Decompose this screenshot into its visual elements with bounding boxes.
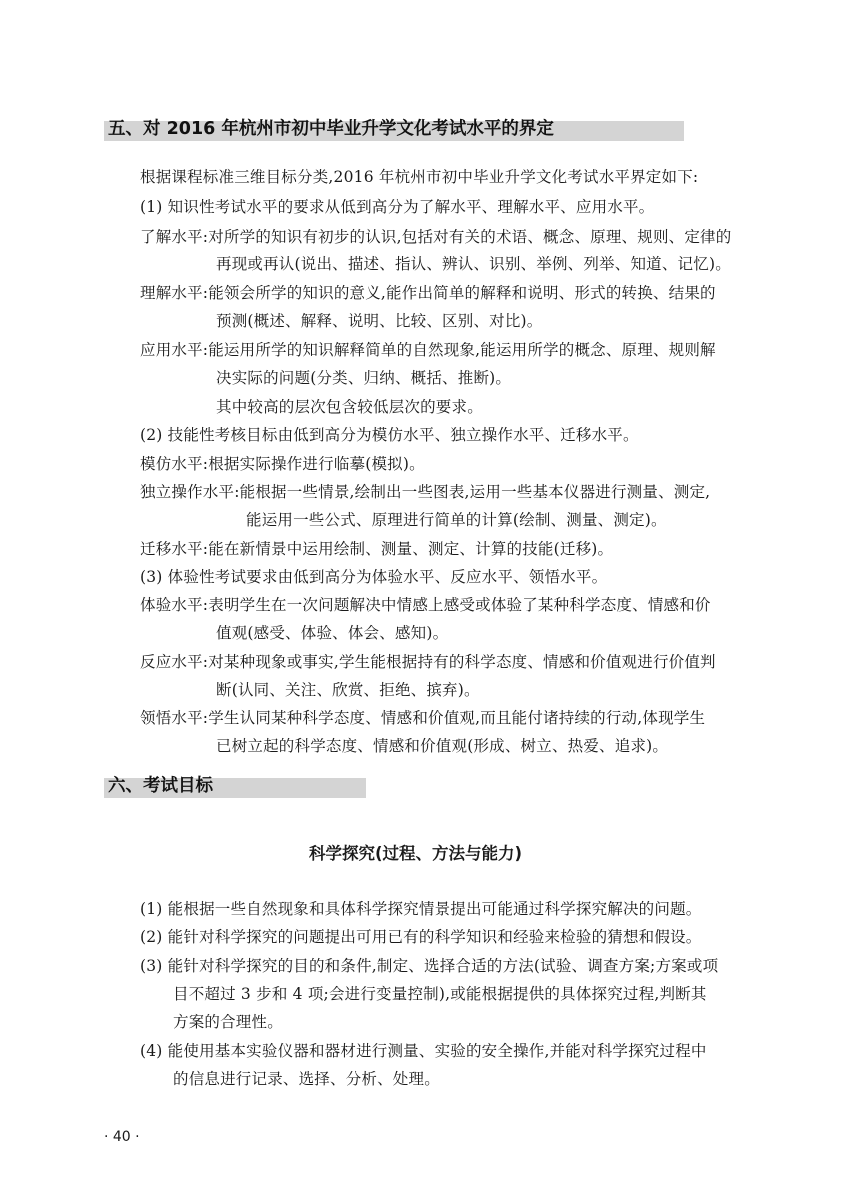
paragraph-line: (1) 能根据一些自然现象和具体科学探究情景提出可能通过科学探究解决的问题。 xyxy=(140,900,702,918)
paragraph-line: 了解水平:对所学的知识有初步的认识,包括对有关的术语、概念、原理、规则、定律的 xyxy=(140,228,732,246)
paragraph-line: 独立操作水平:能根据一些情景,绘制出一些图表,运用一些基本仪器进行测量、测定, xyxy=(140,483,711,501)
paragraph-line: 预测(概述、解释、说明、比较、区别、对比)。 xyxy=(216,312,543,330)
paragraph-line: 模仿水平:根据实际操作进行临摹(模拟)。 xyxy=(140,455,425,473)
paragraph-line: (2) 技能性考核目标由低到高分为模仿水平、独立操作水平、迁移水平。 xyxy=(140,426,639,444)
subheading: 科学探究(过程、方法与能力) xyxy=(309,844,523,863)
paragraph-line: 决实际的问题(分类、归纳、概括、推断)。 xyxy=(216,369,512,387)
paragraph-line: 断(认同、关注、欣赏、拒绝、摈弃)。 xyxy=(216,681,480,699)
paragraph-line: 根据课程标准三维目标分类,2016 年杭州市初中毕业升学文化考试水平界定如下: xyxy=(140,168,699,186)
section-5-title: 五、对 2016 年杭州市初中毕业升学文化考试水平的界定 xyxy=(108,119,554,139)
paragraph-line: 体验水平:表明学生在一次问题解决中情感上感受或体验了某种科学态度、情感和价 xyxy=(140,596,711,614)
paragraph-line: 理解水平:能领会所学的知识的意义,能作出简单的解释和说明、形式的转换、结果的 xyxy=(140,284,716,302)
paragraph-line: 再现或再认(说出、描述、指认、辨认、识别、举例、列举、知道、记忆)。 xyxy=(216,255,731,273)
paragraph-line: 目不超过 3 步和 4 项;会进行变量控制),或能根据提供的具体探究过程,判断其 xyxy=(173,985,707,1003)
page-number: · 40 · xyxy=(104,1129,140,1145)
paragraph-line: 应用水平:能运用所学的知识解释简单的自然现象,能运用所学的概念、原理、规则解 xyxy=(140,341,716,359)
paragraph-line: 反应水平:对某种现象或事实,学生能根据持有的科学态度、情感和价值观进行价值判 xyxy=(140,653,716,671)
paragraph-line: 领悟水平:学生认同某种科学态度、情感和价值观,而且能付诸持续的行动,体现学生 xyxy=(140,709,706,727)
paragraph-line: 的信息进行记录、选择、分析、处理。 xyxy=(173,1070,440,1088)
section-6-title: 六、考试目标 xyxy=(108,776,213,796)
paragraph-line: 已树立起的科学态度、情感和价值观(形成、树立、热爱、追求)。 xyxy=(216,737,669,755)
paragraph-line: (4) 能使用基本实验仪器和器材进行测量、实验的安全操作,并能对科学探究过程中 xyxy=(140,1042,707,1060)
paragraph-line: (3) 体验性考试要求由低到高分为体验水平、反应水平、领悟水平。 xyxy=(140,568,608,586)
paragraph-line: 迁移水平:能在新情景中运用绘制、测量、测定、计算的技能(迁移)。 xyxy=(140,540,614,558)
paragraph-line: (3) 能针对科学探究的目的和条件,制定、选择合适的方法(试验、调查方案;方案或项 xyxy=(140,957,719,975)
paragraph-line: (2) 能针对科学探究的问题提出可用已有的科学知识和经验来检验的猜想和假设。 xyxy=(140,928,702,946)
paragraph-line: 值观(感受、体验、体会、感知)。 xyxy=(216,624,449,642)
paragraph-line: 方案的合理性。 xyxy=(173,1013,283,1031)
paragraph-line: 能运用一些公式、原理进行简单的计算(绘制、测量、测定)。 xyxy=(246,511,667,529)
paragraph-line: (1) 知识性考试水平的要求从低到高分为了解水平、理解水平、应用水平。 xyxy=(140,198,655,216)
paragraph-line: 其中较高的层次包含较低层次的要求。 xyxy=(216,398,483,416)
